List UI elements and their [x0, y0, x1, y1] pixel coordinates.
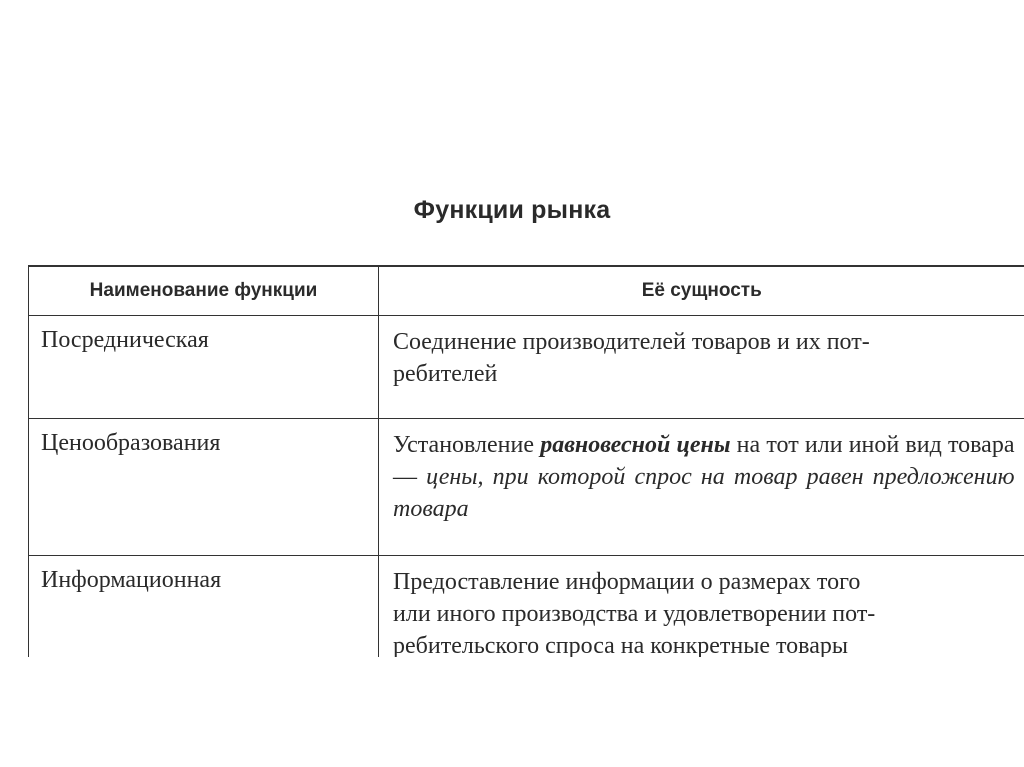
function-name-cell: Ценообразования: [29, 419, 379, 556]
essence-line: или иного производства и удовлетворении пот-: [393, 601, 876, 627]
header-function-essence: Её сущность: [379, 266, 1024, 316]
function-essence-cell: [379, 316, 1024, 419]
function-name-cell: Информационная: [29, 556, 379, 658]
market-functions-table: [28, 265, 1024, 657]
essence-text: Установление: [393, 432, 541, 458]
table-row: [29, 316, 1024, 419]
essence-line: ребительского спроса на конкретные товары: [393, 633, 848, 657]
functions-table-container: [28, 265, 1024, 657]
header-function-name: Наименование функции: [29, 266, 379, 316]
essence-line: Предоставление информации о размерах того: [393, 569, 861, 595]
function-essence-cell: [379, 556, 1024, 658]
function-name-cell: Посредническая: [29, 316, 379, 419]
essence-line: Соединение производителей товаров и их пот-: [393, 329, 870, 355]
essence-line: ребителей: [393, 361, 498, 387]
essence-term: равновесной цены: [540, 432, 731, 458]
function-essence-cell: [379, 419, 1024, 556]
table-row: [29, 556, 1024, 658]
essence-definition: цены, при которой спрос на товар равен предложению товара: [393, 464, 1015, 522]
table-header-row: [29, 266, 1024, 316]
page-title: Функции рынка: [413, 196, 611, 224]
essence-text: на тот или иной вид товара —: [393, 432, 1015, 490]
table-row: [29, 419, 1024, 556]
